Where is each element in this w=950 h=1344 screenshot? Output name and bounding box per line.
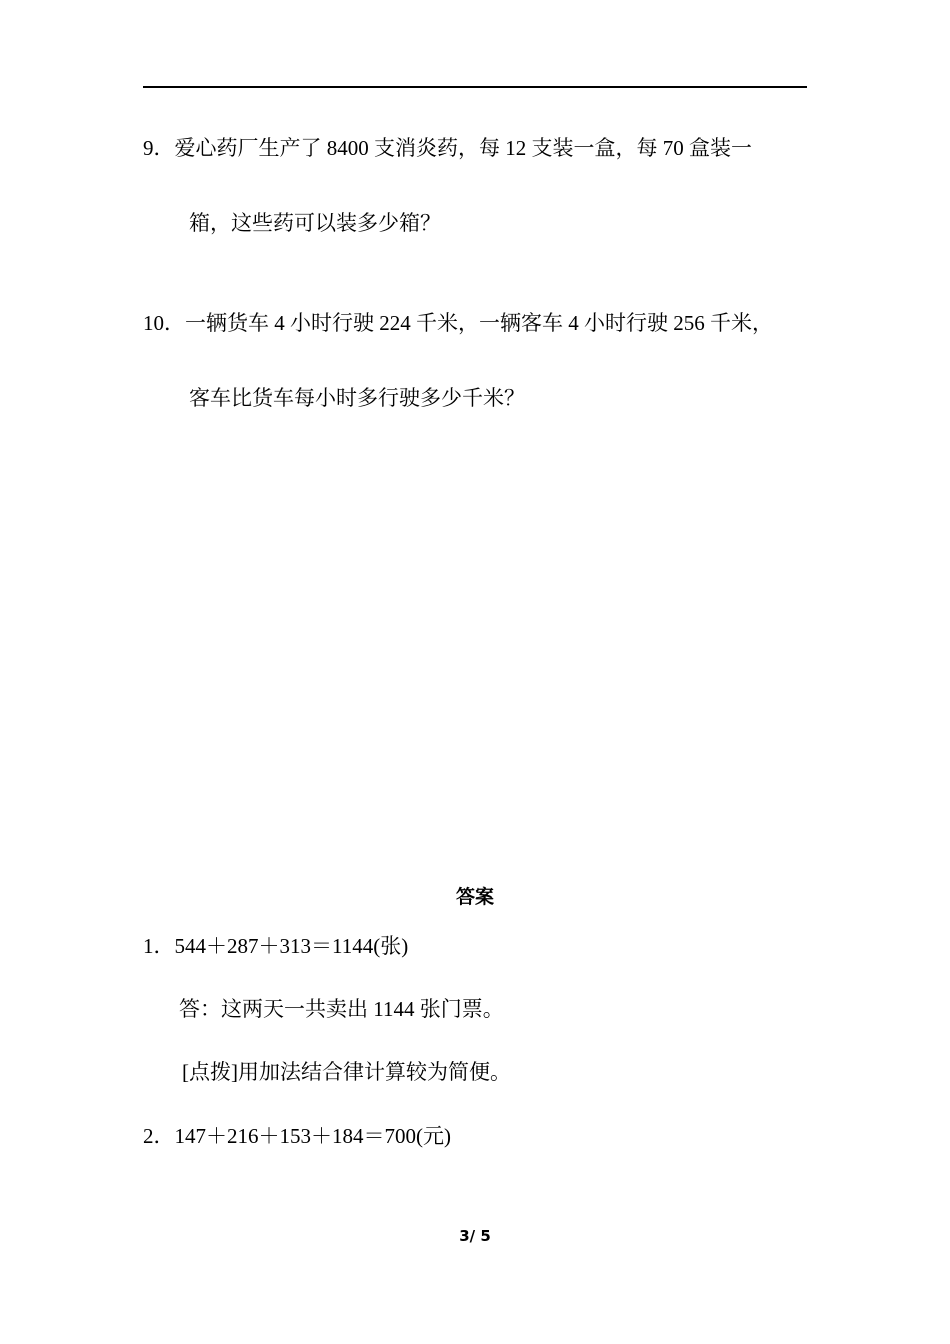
answers-title: 答案	[455, 886, 494, 908]
answer-1-response: 答：这两天一共卖出 1144 张门票。	[179, 997, 504, 1021]
question-9-line-2: 箱，这些药可以装多少箱？	[189, 211, 441, 235]
question-10-line-1: 10．一辆货车 4 小时行驶 224 千米，一辆客车 4 小时行驶 256 千米，	[143, 311, 773, 335]
question-9-line-1: 9．爱心药厂生产了 8400 支消炎药，每 12 支装一盒，每 70 盒装一	[143, 136, 752, 160]
answer-1-equation: 1．544＋287＋313＝1144(张)	[143, 934, 409, 958]
page-number: 3/ 5	[459, 1227, 491, 1245]
question-10-line-2: 客车比货车每小时多行驶多少千米？	[189, 386, 525, 410]
answer-1-hint: [点拨]用加法结合律计算较为简便。	[182, 1060, 511, 1084]
header-rule	[143, 86, 807, 88]
answer-2-equation: 2．147＋216＋153＋184＝700(元)	[143, 1124, 451, 1148]
